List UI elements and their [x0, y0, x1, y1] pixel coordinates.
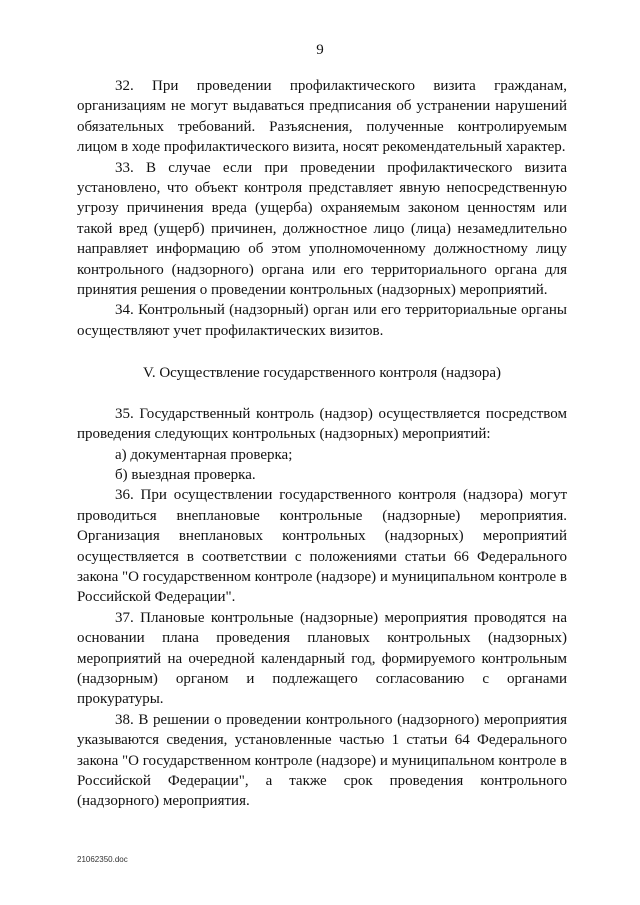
- paragraph-35: 35. Государственный контроль (надзор) осуществляется посредством проведения следующих контрольных (надзорных) мероприятий:: [77, 405, 567, 443]
- section-heading: V. Осуществление государственного контроля (надзора): [142, 365, 502, 382]
- paragraph-32: 32. При проведении профилактического визита гражданам, организациям не могут выдаваться предписания об устранении нарушений обязательных требований. Разъяснения, полученные контролируемым лицом в ходе профилактического визита, носят рекомендательный характер.: [77, 78, 567, 156]
- paragraph-36: 36. При осуществлении государственного контроля (надзора) могут проводиться внеплановые контрольные (надзорные) мероприятия. Организация внеплановых контрольных (надзорных) мероприятий осуществляется в соответствии с положениями статьи 66 Федерального закона "О государственном контроле (надзоре) и муниципальном контроле в Российской Федерации".: [77, 487, 567, 606]
- list-item-a: а) документарная проверка;: [115, 446, 293, 463]
- paragraph-33: 33. В случае если при проведении профилактического визита установлено, что объект контроля представляет явную непосредственную угрозу причинения вреда (ущерба) охраняемым законом ценностям или такой вред (ущерб) причинен, должностное лицо (лица) незамедлительно направляет информацию об этом уполномоченному должностному лицу контрольного (надзорного) органа или его территориального органа для принятия решения о проведении контрольных (надзорных) мероприятий.: [77, 159, 567, 299]
- paragraph-34: 34. Контрольный (надзорный) орган или его территориальные органы осуществляют учет профилактических визитов.: [77, 302, 567, 339]
- paragraph-37: 37. Плановые контрольные (надзорные) мероприятия проводятся на основании плана проведения плановых контрольных (надзорных) мероприятий на очередной календарный год, формируемого контрольным (надзорным) органом и подлежащего согласованию с органами прокуратуры.: [77, 609, 567, 708]
- file-name-footer: 21062350.doc: [77, 855, 128, 864]
- page-number: 9: [316, 42, 324, 58]
- paragraph-38: 38. В решении о проведении контрольного (надзорного) мероприятия указываются сведения, установленные частью 1 статьи 64 Федерального закона "О государственном контроле (надзоре) и муниципальном контроле в Российской Федерации", а также срок проведения контрольного (надзорного) мероприятия.: [77, 711, 567, 810]
- list-item-b: б) выездная проверка.: [115, 466, 256, 483]
- document-body: [77, 76, 567, 812]
